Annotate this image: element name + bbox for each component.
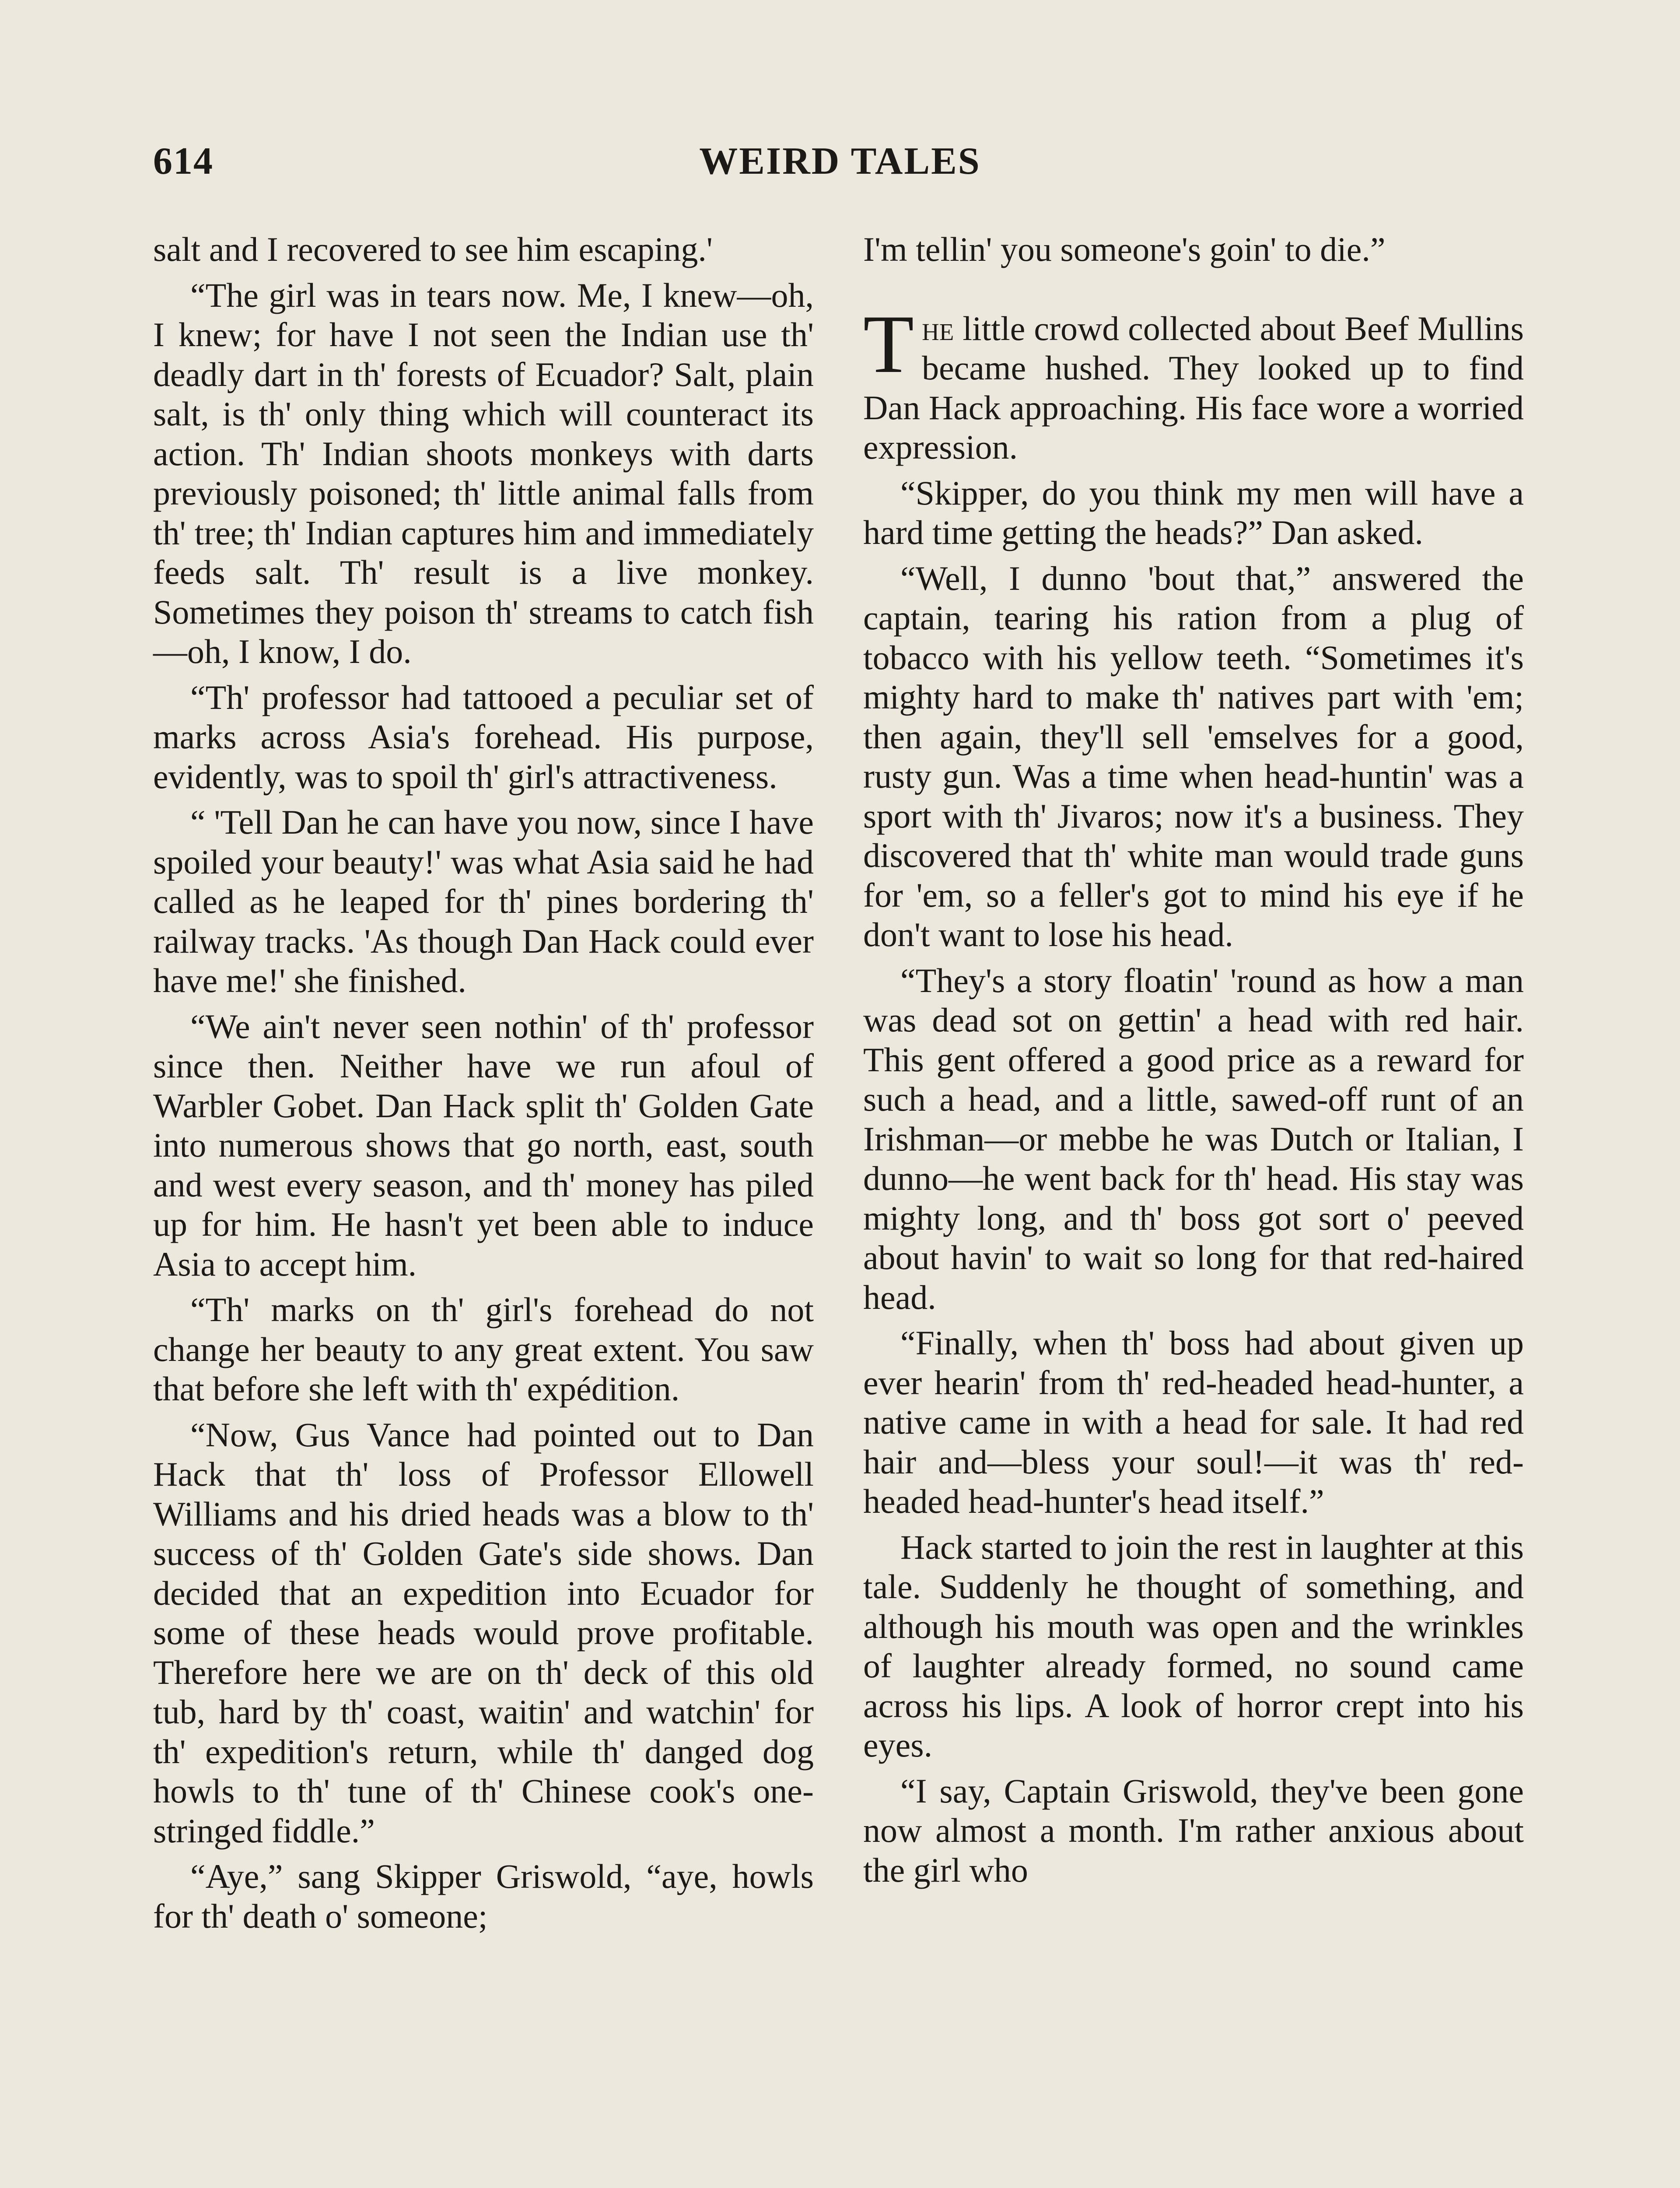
paragraph: “Th' marks on th' girl's forehead do not change her beauty to any great extent. You saw that before she left with th' expédition. bbox=[153, 1290, 814, 1408]
paragraph: “Now, Gus Vance had pointed out to Dan Hack that th' loss of Professor Ellowell Williams and his dried heads was a blow to th' success of th' Golden Gate's side shows. Dan decided that an expedition into Ecuador for some of these heads would prove profitable. Therefore here we are on th' deck of this old tub, hard by th' coast, waitin' and watchin' for th' expedition's return, while th' danged dog howls to th' tune of th' Chinese cook's one-stringed fiddle.” bbox=[153, 1415, 814, 1850]
paragraph: Hack started to join the rest in laughter at this tale. Suddenly he thought of something, and although his mouth was open and the wrinkles of laughter already formed, no sound came across his lips. A look of horror crept into his eyes. bbox=[863, 1528, 1524, 1764]
page-number: 614 bbox=[153, 140, 214, 182]
paragraph: “Skipper, do you think my men will have a hard time getting the heads?” Dan asked. bbox=[863, 473, 1524, 551]
paragraph-text: little crowd collected about Beef Mullins became hushed. They looked up to find Dan Hack approaching. His face wore a worried expression. bbox=[863, 309, 1524, 466]
right-column bbox=[863, 230, 1524, 1896]
paragraph: “They's a story floatin' 'round as how a man was dead sot on gettin' a head with red hair. This gent offered a good price as a reward for such a head, and a little, sawed-off runt of an Irishman—or mebbe he was Dutch or Italian, I dunno—he went back for th' head. His stay was mighty long, and th' boss got sort o' peeved about havin' to wait so long for that red-haired head. bbox=[863, 961, 1524, 1316]
paragraph: “Finally, when th' boss had about given up ever hearin' from th' red-headed head-hunter, a native came in with a head for sale. It had red hair and—bless your soul!—it was th' red-headed head-hunter's head itself.” bbox=[863, 1324, 1524, 1520]
paragraph: “Th' professor had tattooed a peculiar set of marks across Asia's forehead. His purpose, evidently, was to spoil th' girl's attractiveness. bbox=[153, 678, 814, 796]
paragraph: “I say, Captain Griswold, they've been gone now almost a month. I'm rather anxious about the girl who bbox=[863, 1771, 1524, 1889]
paragraph: “ 'Tell Dan he can have you now, since I have spoiled your beauty!' was what Asia said he had called as he leaped for th' pines bordering th' railway tracks. 'As though Dan Hack could ever have me!' she finished. bbox=[153, 803, 814, 999]
section-opening-paragraph bbox=[863, 298, 1524, 467]
drop-cap: T bbox=[863, 298, 914, 390]
paragraph: I'm tellin' you someone's goin' to die.” bbox=[863, 230, 1386, 268]
left-column bbox=[153, 230, 814, 1942]
small-caps-text: he bbox=[922, 309, 954, 347]
paragraph: “We ain't never seen nothin' of th' professor since then. Neither have we run afoul of Warbler Gobet. Dan Hack split th' Golden Gate into numerous shows that go north, east, south and west every season, and th' money has piled up for him. He hasn't yet been able to induce Asia to accept him. bbox=[153, 1007, 814, 1283]
running-header-title: WEIRD TALES bbox=[699, 140, 981, 182]
paragraph: salt and I recovered to see him escaping.' bbox=[153, 230, 713, 268]
paragraph: “The girl was in tears now. Me, I knew—oh, I knew; for have I not seen the Indian use th' deadly dart in th' forests of Ecuador? Salt, plain salt, is th' only thing which will counteract its action. Th' Indian shoots monkeys with darts previously poisoned; th' little animal falls from th' tree; th' Indian captures him and immediately feeds salt. Th' result is a live monkey. Sometimes they poison th' streams to catch fish—oh, I know, I do. bbox=[153, 276, 814, 670]
paragraph: “Aye,” sang Skipper Griswold, “aye, howls for th' death o' someone; bbox=[153, 1857, 814, 1935]
paragraph: “Well, I dunno 'bout that,” answered the captain, tearing his ration from a plug of tobacco with his yellow teeth. “Sometimes it's mighty hard to make th' natives part with 'em; then again, they'll sell 'emselves for a good, rusty gun. Was a time when head-huntin' was a sport with th' Jivaros; now it's a business. They discovered that th' white man would trade guns for 'em, so a feller's got to mind his eye if he don't want to lose his head. bbox=[863, 559, 1524, 954]
